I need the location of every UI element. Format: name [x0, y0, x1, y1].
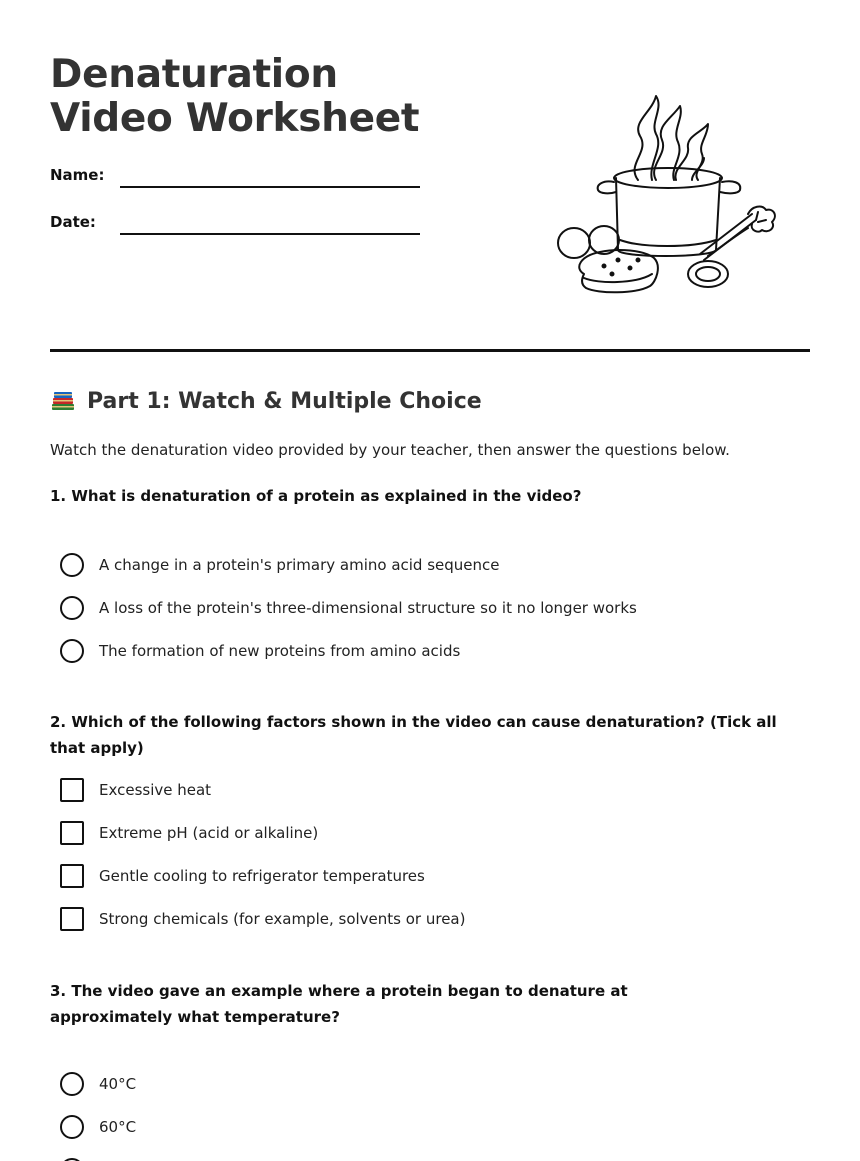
q3-option-3-partial[interactable]	[60, 1157, 99, 1161]
checkbox[interactable]	[60, 864, 84, 888]
option-label: A change in a protein's primary amino acid sequence	[99, 556, 500, 574]
books-icon	[50, 388, 76, 414]
option-label: 60°C	[99, 1118, 137, 1136]
cooking-pot-illustration-icon	[552, 88, 784, 300]
q2-option-2[interactable]	[60, 820, 318, 846]
radio-button[interactable]	[60, 1072, 84, 1096]
checkbox[interactable]	[60, 821, 84, 845]
part1-heading	[50, 388, 482, 414]
q1-option-1[interactable]	[60, 552, 500, 578]
section-divider	[50, 349, 810, 352]
option-label: Excessive heat	[99, 781, 212, 799]
part1-intro: Watch the denaturation video provided by your teacher, then answer the questions below.	[50, 441, 730, 459]
date-label: Date:	[50, 213, 96, 231]
name-field[interactable]	[50, 166, 420, 196]
option-label: A loss of the protein's three-dimensional structure so it no longer works	[99, 599, 637, 617]
part1-heading-text: Part 1: Watch & Multiple Choice	[87, 388, 482, 414]
checkbox[interactable]	[60, 907, 84, 931]
q1-option-3[interactable]	[60, 638, 460, 664]
q1-option-2[interactable]	[60, 595, 637, 621]
worksheet-title: Denaturation Video Worksheet	[50, 52, 420, 141]
q2-option-4[interactable]	[60, 906, 465, 932]
question-1: 1. What is denaturation of a protein as explained in the video?	[50, 487, 582, 505]
date-field[interactable]	[50, 213, 420, 243]
option-label: Gentle cooling to refrigerator temperatures	[99, 867, 425, 885]
radio-button[interactable]	[60, 1115, 84, 1139]
name-label: Name:	[50, 166, 105, 184]
option-label: The formation of new proteins from amino acids	[99, 642, 461, 660]
date-input-line[interactable]	[120, 233, 420, 235]
name-input-line[interactable]	[120, 186, 420, 188]
option-label: 40°C	[99, 1075, 137, 1093]
radio-button[interactable]	[60, 596, 84, 620]
checkbox[interactable]	[60, 778, 84, 802]
q3-option-2[interactable]	[60, 1114, 136, 1140]
option-label: Strong chemicals (for example, solvents or urea)	[99, 910, 466, 928]
q2-option-3[interactable]	[60, 863, 425, 889]
q3-option-1[interactable]	[60, 1071, 136, 1097]
question-2: 2. Which of the following factors shown in the video can cause denaturation? (Tick all that apply)	[50, 713, 777, 757]
option-label: Extreme pH (acid or alkaline)	[99, 824, 319, 842]
question-3: 3. The video gave an example where a protein began to denature at approximately what temperature?	[50, 982, 628, 1026]
q2-option-1[interactable]	[60, 777, 211, 803]
radio-button[interactable]	[60, 639, 84, 663]
radio-button[interactable]	[60, 553, 84, 577]
